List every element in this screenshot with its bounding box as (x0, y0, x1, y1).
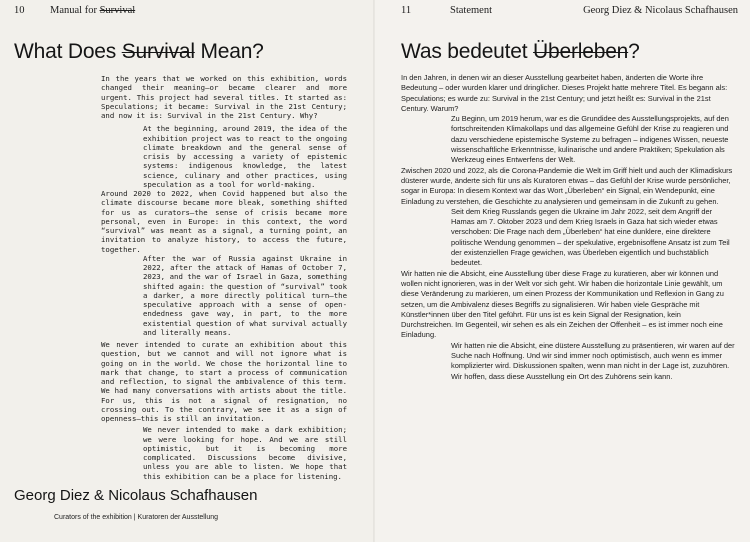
left-page-title (14, 40, 264, 64)
left-running-head (50, 5, 135, 16)
right-paragraph-1: In den Jahren, in denen wir an dieser Ausstellung gearbeitet haben, änderten die Worte ihre Bedeutung – oder wurden klarer und dringlicher. Dieses Projekt hatte mehrere Titel. Es begann als: Speculations; es wurde zu: Survival in the 21st Century; und jetzt heißt es: Survival in the 21st Century. Warum? (401, 73, 728, 113)
left-page-number: 10 (14, 5, 25, 16)
right-page (375, 0, 750, 542)
left-paragraph-1: In the years that we worked on this exhibition, words changed their meaning—or became clearer and more urgent. This project had several titles. It started as: Speculations; it became: Survival in the 21st Century; and now it is: Survival in the 21st Century. Why? (101, 74, 347, 120)
left-paragraph-6: We never intended to make a dark exhibition; we were looking for hope. And we are still optimistic, but it is becoming more complicated. Discussions become divisive, unless you are able to listen. We hope that this exhibition can be a place for listening. (143, 425, 347, 481)
authors-caption: Curators of the exhibition | Kuratoren der Ausstellung (54, 514, 219, 521)
left-paragraph-2: At the beginning, around 2019, the idea of the exhibition project was to react to the ongoing climate breakdown and the general sense of crisis by accessing a variety of epistemic systems: indigenous knowledge, the latest science, culinary and other practices, using speculation as a tool for world-making. (143, 124, 347, 189)
left-running-head-prefix: Manual for (50, 5, 100, 16)
right-running-head-left: Statement (450, 5, 492, 16)
left-running-head-struck: Survival (99, 5, 136, 16)
right-title-prefix: Was bedeutet (401, 40, 534, 63)
left-paragraph-3: Around 2020 to 2022, when Covid happened but also the climate discourse became more bleak, something shifted for us as curators—the sense of crisis became more personal, even in Europe: in this context, the word “survival” was meant as a signal, a turning point, an invitation to analyze history, to access the future, together. (101, 189, 347, 254)
right-running-head-right: Georg Diez & Nicolaus Schafhausen (583, 5, 738, 16)
right-title-suffix: ? (628, 40, 640, 63)
right-paragraph-4: Seit dem Krieg Russlands gegen die Ukraine im Jahr 2022, seit dem Angriff der Hamas am 7. Oktober 2023 und dem Krieg Israels in Gaza hat sich wieder etwas verschoben: Die Frage nach dem „Überleben“ hat eine dunklere, eine direktere politische Wendung genommen – der spekulative, ergebnisoffene Ansatz ist zum Teil der existenziellen Frage gewichen, was Überleben eigentlich und buchstäblich bedeutet. (451, 206, 730, 268)
right-paragraph-3: Zwischen 2020 und 2022, als die Corona-Pandemie die Welt im Griff hielt und auch der Klimadiskurs düsterer wurde, änderte sich für uns als Kuratoren etwas – das Gefühl der Krise wurde persönlicher, sogar in Europa: In diesem Kontext war das Wort „Überleben“ ein Signal, ein Wendepunkt, eine Einladung zu verstehen, die Geschichte zu analysieren und gemeinsam in die Zukunft zu gehen. (401, 165, 733, 206)
right-paragraph-6: Wir hatten nie die Absicht, eine düstere Ausstellung zu präsentieren, wir waren auf der Suche nach Hoffnung. Und wir sind immer noch optimistisch, auch wenn es immer komplizierter wird. Diskussionen spalten, wenn man nicht in der Lage ist, zuzuhören. Wir hoffen, dass diese Ausstellung ein Ort des Zuhörens sein kann. (451, 340, 735, 381)
left-title-prefix: What Does (14, 40, 122, 63)
left-body-text (101, 74, 347, 481)
right-page-number: 11 (401, 5, 412, 16)
left-title-struck: Survival (121, 40, 195, 63)
left-paragraph-4: After the war of Russia against Ukraine in 2022, after the attack of Hamas of October 7, 2023, and the war of Israel in Gaza, something shifted again: the question of “survival” took a darker, a more directly political turn—the speculative approach with a sense of open-endedness gave way, in part, to the more existential question of what survival actually and literally means. (143, 253, 347, 337)
right-body-text (401, 73, 735, 382)
right-paragraph-5: Wir hatten nie die Absicht, eine Ausstellung über diese Frage zu kuratieren, aber wir können und wollen nicht ignorieren, was in der Welt vor sich geht. Wir haben die horizontale Linie gewählt, um diese Veränderung zu markieren, um einen Prozess der Kommunikation und Reflexion in Gang zu setzen, um die Ambivalenz dieses Begriffs zu signalisieren. Wir haben viele Gespräche mit Künstler*innen über den Titel geführt. Für uns ist es kein Signal der Resignation, kein Durchstreichen. Im Gegenteil, wir sehen es als ein Zeichen der Offenheit – es ist immer noch eine Einladung. (401, 268, 724, 340)
left-title-suffix: Mean? (194, 40, 264, 63)
authors-name: Georg Diez & Nicolaus Schafhausen (14, 487, 258, 504)
right-title-struck: Überleben (533, 40, 629, 63)
right-page-title (401, 40, 640, 64)
right-paragraph-2: Zu Beginn, um 2019 herum, war es die Grundidee des Ausstellungsprojekts, auf den fortschreitenden Klimakollaps und das allgemeine Gefühl der Krise zu reagieren und dazu verschiedene epistemische Systeme zu befragen – indigenes Wissen, neueste wissenschaftliche Erkenntnisse, kulinarische und andere Praktiken; Spekulation als Werkzeug eines Entwerfens der Welt. (451, 114, 729, 165)
left-paragraph-5: We never intended to curate an exhibition about this question, but we cannot and will not ignore what is going on in the world. We chose the horizontal line to mark that change, to start a process of communication and reflection, to signal the ambivalence of this term. We had many conversations with artists about the title. For us, this is not a signal of resignation, no crossing out. To the contrary, we see it as a sign of openness—this is still an invitation. (101, 340, 347, 423)
